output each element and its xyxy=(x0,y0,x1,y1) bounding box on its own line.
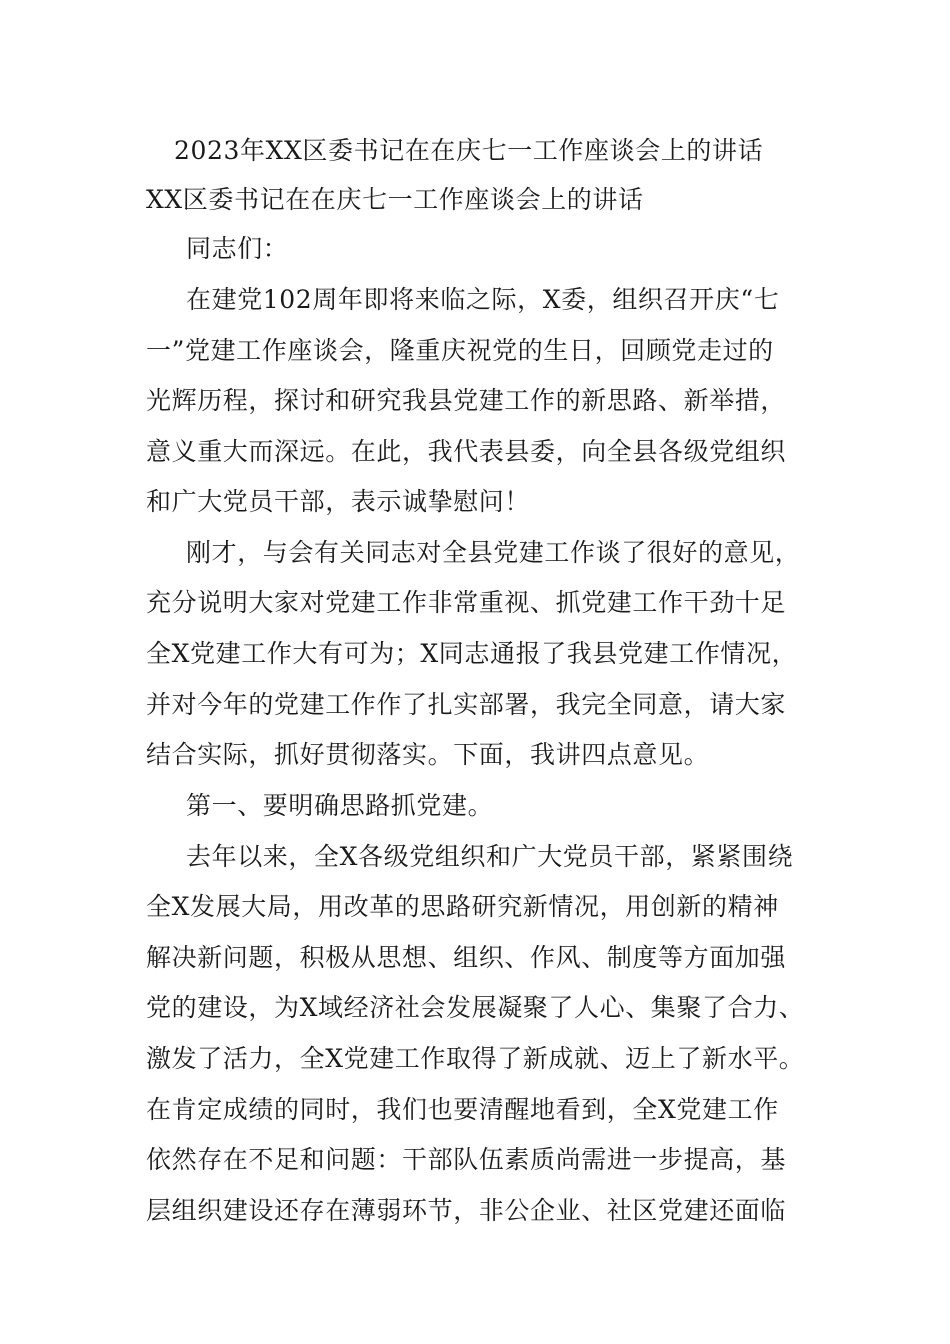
text-line: 结合实际，抓好贯彻落实。下面，我讲四点意见。 xyxy=(146,740,710,769)
text-line: 层组织建设还存在薄弱环节，非公企业、社区党建还面临 xyxy=(146,1196,787,1225)
text-line: 党的建设，为X域经济社会发展凝聚了人心、集聚了合力、 xyxy=(146,993,805,1022)
text-line: 一”党建工作座谈会，隆重庆祝党的生日，回顾党走过的 xyxy=(146,336,774,365)
text-line: 去年以来，全X各级党组织和广大党员干部，紧紧围绕 xyxy=(186,842,794,871)
salutation: 同志们： xyxy=(186,234,289,263)
document-subtitle: XX区委书记在在庆七一工作座谈会上的讲话 xyxy=(146,185,644,214)
text-line: 光辉历程，探讨和研究我县党建工作的新思路、新举措， xyxy=(146,386,787,415)
text-line: 并对今年的党建工作作了扎实部署，我完全同意，请大家 xyxy=(146,690,787,719)
text-line: 和广大党员干部，表示诚挚慰问！ xyxy=(146,487,531,516)
text-line: 全X发展大局，用改革的思路研究新情况，用创新的精神 xyxy=(146,892,779,921)
text-line: 全X党建工作大有可为；X同志通报了我县党建工作情况， xyxy=(146,639,798,668)
text-line: 在建党102周年即将来临之际，X委，组织召开庆“七 xyxy=(186,285,780,314)
text-line: 依然存在不足和问题：干部队伍素质尚需进一步提高，基 xyxy=(146,1145,787,1174)
text-line: 充分说明大家对党建工作非常重视、抓党建工作干劲十足 xyxy=(146,588,787,617)
section-heading: 第一、要明确思路抓党建。 xyxy=(186,791,494,820)
text-line: 意义重大而深远。在此，我代表县委，向全县各级党组织 xyxy=(146,437,787,466)
text-line: 解决新问题，积极从思想、组织、作风、制度等方面加强 xyxy=(146,943,787,972)
text-line: 刚才，与会有关同志对全县党建工作谈了很好的意见， xyxy=(186,538,801,567)
text-line: 在肯定成绩的同时，我们也要清醒地看到，全X党建工作 xyxy=(146,1095,779,1124)
document-title: 2023年XX区委书记在在庆七一工作座谈会上的讲话 xyxy=(174,136,764,165)
text-line: 激发了活力，全X党建工作取得了新成就、迈上了新水平。 xyxy=(146,1044,805,1073)
